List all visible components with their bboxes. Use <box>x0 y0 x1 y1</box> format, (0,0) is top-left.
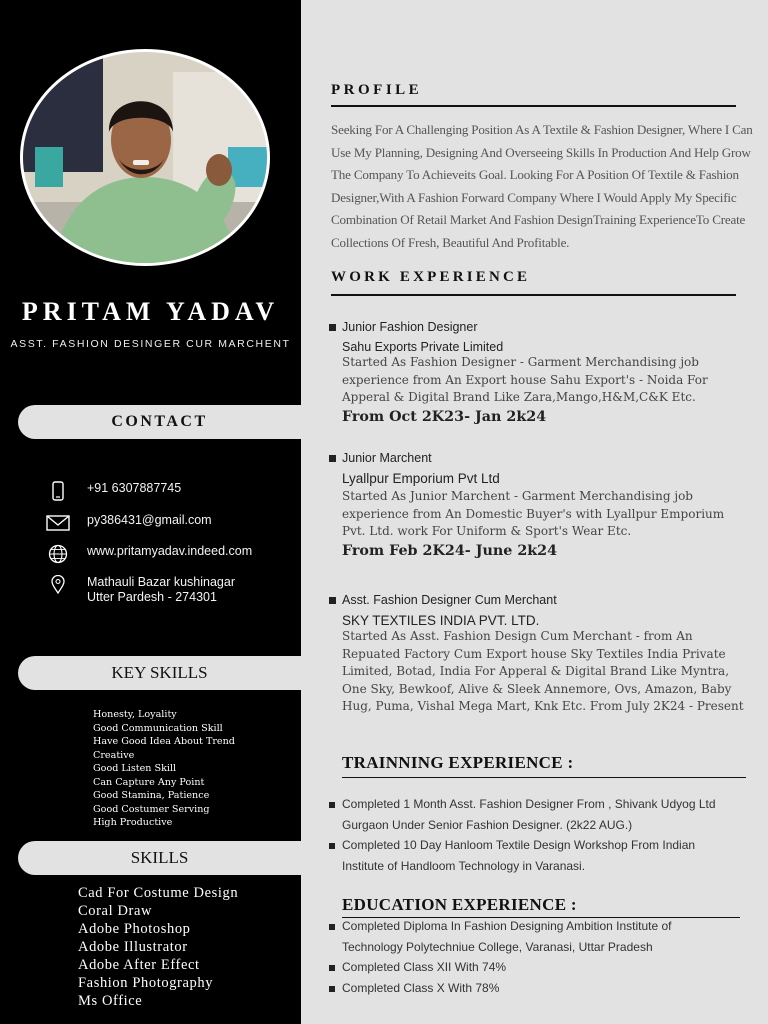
envelope-icon <box>45 513 71 533</box>
person-title: ASST. FASHION DESINGER CUR MARCHENT <box>10 338 291 350</box>
bullet-icon <box>329 455 336 462</box>
work-divider <box>331 294 736 296</box>
email-text[interactable]: py386431@gmail.com <box>87 513 212 527</box>
contact-heading: CONTACT <box>18 405 301 439</box>
phone-text[interactable]: +91 6307887745 <box>87 481 182 495</box>
job-description: Started As Fashion Designer - Garment Merchandising job experience from An Export house Sahu Export's - Noida For Apperal & Digital Brand Like Zara,Mango,H&M,C&K Etc. <box>342 355 708 404</box>
key-skill-item: Good Listen Skill <box>93 763 177 774</box>
location-pin-icon <box>45 575 71 595</box>
profile-heading: PROFILE <box>331 82 423 98</box>
bullet-icon <box>329 324 336 331</box>
website-text[interactable]: www.pritamyadav.indeed.com <box>87 544 253 558</box>
job-role <box>329 451 749 465</box>
key-skill-item: High Productive <box>93 817 173 828</box>
education-item: Completed Diploma In Fashion Designing Ambition Institute of Technology Polytechniue College, Varanasi, Uttar Pradesh <box>329 916 729 957</box>
education-list <box>329 916 729 998</box>
job-entry-3 <box>329 593 749 716</box>
sidebar <box>0 0 301 1024</box>
key-skill-item: Good Communication Skill <box>93 722 223 734</box>
job-company: SKY TEXTILES INDIA PVT. LTD. <box>342 613 540 628</box>
key-skills-heading: KEY SKILLS <box>18 656 301 690</box>
skill-item: Adobe Illustrator <box>78 939 188 955</box>
training-heading: TRAINNING EXPERIENCE : <box>342 753 574 772</box>
job-description: Started As Asst. Fashion Design Cum Merchant - from An Repuated Factory Cum Export house Sky Textiles India Private Limited, Botad, India For Apperal & Digital Brand Like Myntra, One Sky, Bewkoof, Alive & Sleek Annemore, Ovs, Amazon, Baby Hug, Puma, Vishal Mega Mart, Knk Etc. From July 2K24 - Present <box>342 629 744 713</box>
job-dates: From Oct 2K23- Jan 2k24 <box>342 408 547 425</box>
profile-photo <box>20 49 270 266</box>
key-skill-item: Have Good Idea About Trend <box>93 736 235 747</box>
key-skills-list <box>93 708 235 830</box>
work-experience-heading: WORK EXPERIENCE <box>331 269 531 285</box>
address-line-1: Mathauli Bazar kushinagar <box>87 575 235 589</box>
skill-item: Ms Office <box>78 993 143 1009</box>
training-item: Completed 1 Month Asst. Fashion Designer From , Shivank Udyog Ltd Gurgaon Under Senior Fashion Designer. (2k22 AUG.) <box>329 794 729 835</box>
bullet-icon <box>329 597 336 604</box>
key-skill-item: Good Costumer Serving <box>93 803 210 815</box>
person-name: PRITAM YADAV <box>21 297 280 326</box>
training-list <box>329 794 729 876</box>
key-skill-item: Honesty, Loyality <box>93 709 177 720</box>
skill-item: Adobe Photoshop <box>78 921 191 937</box>
job-role-text: Junior Fashion Designer <box>342 320 478 334</box>
training-item: Completed 10 Day Hanloom Textile Design Workshop From Indian Institute of Handloom Technology in Varanasi. <box>329 835 729 876</box>
key-skill-item: Good Stamina, Patience <box>93 790 210 801</box>
education-item: Completed Class X With 78% <box>329 978 729 999</box>
job-company: Lyallpur Emporium Pvt Ltd <box>342 471 500 486</box>
profile-photo-image <box>23 52 267 263</box>
job-entry-2 <box>329 451 749 559</box>
job-role <box>329 320 749 334</box>
skills-heading: SKILLS <box>18 841 301 875</box>
profile-text: Seeking For A Challenging Position As A Textile & Fashion Designer, Where I Can Use My Planning, Designing And Overseeing Skills In Production And Help Grow The Company To Achieveits Goal. Looking For A Position Of Textile & Fashion Designer,With A Fashion Forward Company Where I Would Apply My Specific Combination Of Retail Market And Fashion DesignTraining ExperienceTo Create Collections Of Fresh, Beautiful And Profitable. <box>331 122 753 250</box>
profile-divider <box>331 105 736 107</box>
phone-icon <box>45 481 71 501</box>
contact-website <box>45 544 295 564</box>
contact-email <box>45 513 295 533</box>
job-role <box>329 593 749 607</box>
job-description: Started As Junior Marchent - Garment Merchandising job experience from An Domestic Buyer's with Lyallpur Emporium Pvt. Ltd. work For Uniform & Sport's Wear Etc. <box>342 489 725 538</box>
contact-address <box>45 575 295 605</box>
globe-icon <box>45 544 71 564</box>
education-heading: EDUCATION EXPERIENCE : <box>342 895 577 914</box>
job-role-text: Junior Marchent <box>342 451 432 465</box>
contact-phone <box>45 481 295 501</box>
job-company: Sahu Exports Private Limited <box>342 340 504 354</box>
education-item: Completed Class XII With 74% <box>329 957 729 978</box>
key-skill-item: Creative <box>93 749 135 761</box>
key-skill-item: Can Capture Any Point <box>93 776 205 788</box>
skill-item: Fashion Photography <box>78 975 214 991</box>
address-text <box>87 575 235 605</box>
skill-item: Adobe After Effect <box>78 957 200 973</box>
job-role-text: Asst. Fashion Designer Cum Merchant <box>342 593 557 607</box>
address-line-2: Utter Pardesh - 274301 <box>87 590 217 604</box>
job-entry-1 <box>329 320 749 425</box>
skill-item: Coral Draw <box>78 903 153 919</box>
skill-item: Cad For Costume Design <box>78 885 239 901</box>
skills-list <box>78 884 238 1010</box>
training-divider <box>342 777 746 778</box>
job-dates: From Feb 2K24- June 2k24 <box>342 542 558 559</box>
